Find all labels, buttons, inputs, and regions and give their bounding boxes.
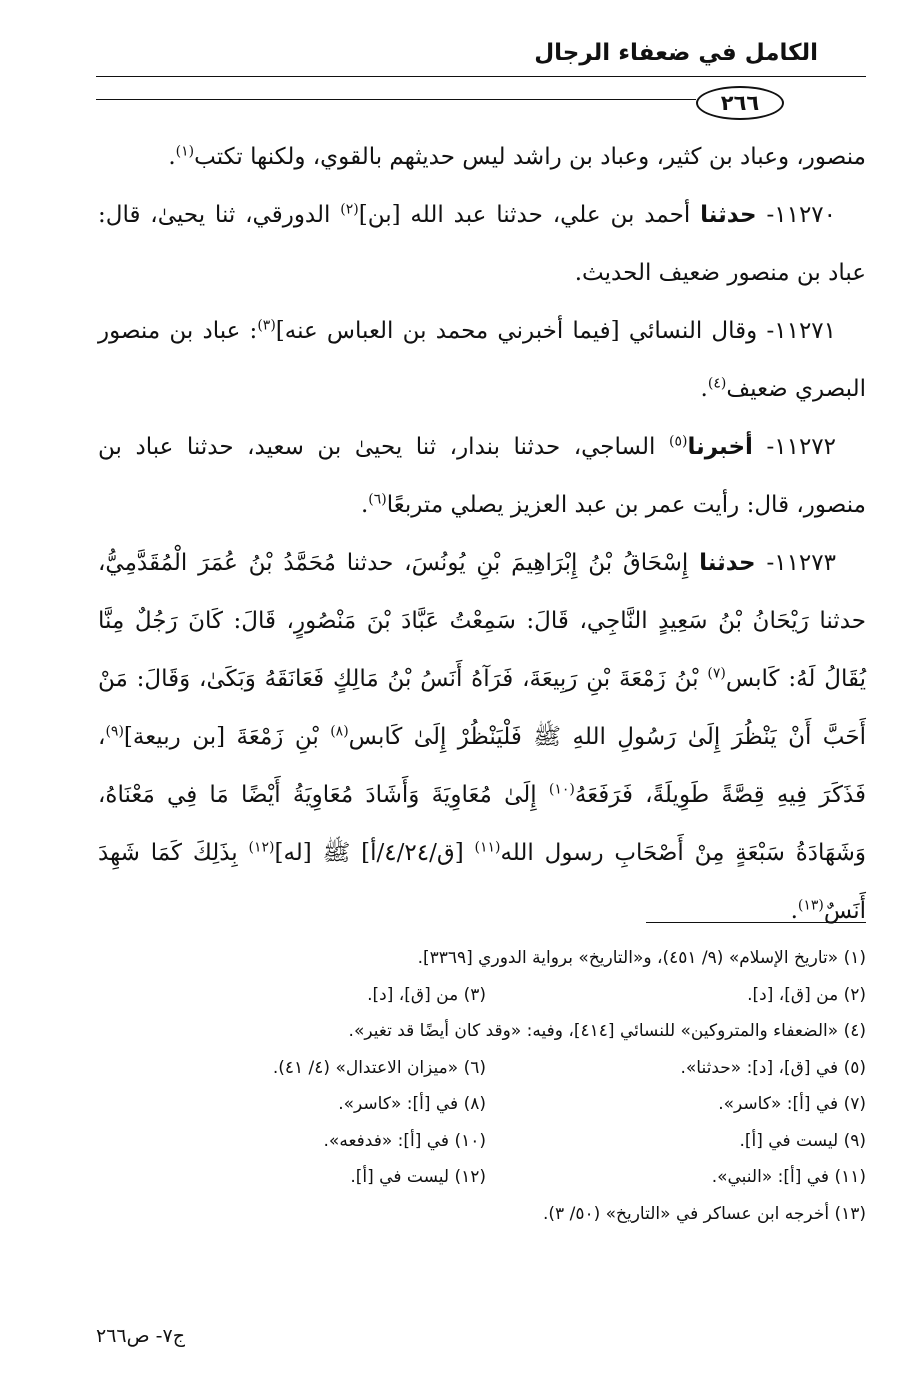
footnote-marker: (١٣) — [797, 897, 824, 914]
text-run: الدورقي، ثنا يحيىٰ، قال: عباد بن منصور ضعيف الحديث. — [98, 202, 866, 286]
footnote: (٢) من [ق]، [د]. — [747, 984, 866, 1005]
footnote: (٣) من [ق]، [د]. — [367, 984, 486, 1005]
footnote: (٦) «ميزان الاعتدال» (٤/ ٤١). — [272, 1057, 486, 1078]
page-header — [96, 28, 866, 118]
text-run: . — [700, 376, 708, 402]
footnote-row — [98, 977, 866, 1014]
footnote: (٥) في [ق]، [د]: «حدثنا». — [680, 1057, 866, 1078]
text-run: : عباد بن منصور البصري ضعيف — [98, 318, 866, 402]
footnote-marker: (٢) — [340, 201, 359, 218]
text-run: بْنِ زَمْعَةَ [بن ربيعة] — [123, 724, 319, 750]
text-run: . — [168, 144, 176, 170]
narration-keyword: حدثنا — [700, 202, 757, 228]
text-run: إِلَىٰ مُعَاوِيَةَ وَأَشَادَ مُعَاوِيَةُ أَيْضًا مَا فِي مَعْنَاهُ، وَشَهَادَةُ سَبْعَةٍ مِنْ أَصْحَابِ رسول الله — [98, 782, 866, 866]
hadith-paragraph — [98, 534, 866, 940]
footnote-row — [98, 1159, 866, 1196]
text-run: وقال النسائي [فيما أخبرني محمد بن العباس عنه] — [275, 318, 758, 344]
footnote: (٤) «الضعفاء والمتروكين» للنسائي [٤١٤]، وفيه: «وقد كان أيضًا قد تغير». — [348, 1021, 866, 1042]
narration-keyword: حدثنا — [699, 550, 756, 576]
footnote: (١٢) ليست في [أ]. — [350, 1167, 486, 1188]
footnote: (٧) في [أ]: «كاسر». — [718, 1094, 866, 1115]
narration-keyword: أخبرنا — [687, 434, 753, 460]
footnote-marker: (١) — [175, 143, 195, 160]
footnote-marker: (٥) — [669, 433, 688, 450]
hadith-number: ١١٢٧٣- — [766, 550, 836, 576]
main-text — [98, 128, 866, 940]
hadith-paragraph — [98, 418, 866, 534]
header-rule-top — [96, 76, 866, 77]
footnotes — [98, 940, 866, 1232]
footnote-marker: (٧) — [707, 665, 726, 682]
hadith-number: ١١٢٧١- — [766, 318, 837, 344]
text-run: إِسْحَاقُ بْنُ إِبْرَاهِيمَ بْنِ يُونُسَ، حدثنا مُحَمَّدُ بْنُ عُمَرَ الْمُقَدَّمِيُّ، حدثنا رَيْحَانُ بْنُ سَعِيدٍ النَّاجِي، قَالَ: سَمِعْتُ عَبَّادَ بْنَ مَنْصُورٍ، قَالَ: كَانَ رَجُلٌ مِنَّا يُقَالُ لَهُ: كَابس — [98, 550, 866, 692]
footnote: (٩) ليست في [أ]. — [739, 1130, 866, 1151]
footnote-marker: (٤) — [707, 375, 727, 392]
hadith-paragraph — [98, 186, 866, 302]
text-run: . — [790, 898, 798, 924]
footnote-row — [98, 1013, 866, 1050]
footnote: (١٠) في [أ]: «فدفعه». — [323, 1130, 486, 1151]
footnote-separator — [646, 922, 866, 923]
text-run: منصور، وعباد بن كثير، وعباد بن راشد ليس حديثهم بالقوي، ولكنها تكتب — [194, 144, 866, 170]
text-run: ، فَذَكَرَ فِيهِ قِصَّةً طَوِيلَةً، فَرَفَعَهُ — [98, 724, 867, 808]
footnote: (١) «تاريخ الإسلام» (٩/ ٤٥١)، و«التاريخ» برواية الدوري [٣٣٦٩]. — [417, 948, 866, 969]
text-run: بِذَلِكَ كَمَا شَهِدَ أَنَسٌ — [98, 840, 866, 924]
footnote-marker: (١٢) — [248, 839, 275, 856]
footnote: (١١) في [أ]: «النبي». — [711, 1167, 866, 1188]
footnote-row — [98, 1050, 866, 1087]
footnote-marker: (٩) — [105, 723, 124, 740]
header-rule-bottom — [96, 99, 696, 100]
footnote-row — [98, 1196, 866, 1233]
text-run: الساجي، حدثنا بندار، ثنا يحيىٰ بن سعيد، حدثنا عباد بن منصور، قال: رأيت عمر بن عبد العزيز يصلي متربعًا — [98, 434, 866, 518]
footnote-row — [98, 1123, 866, 1160]
hadith-paragraph — [98, 302, 866, 418]
footnote-marker: (٨) — [330, 723, 349, 740]
footnote-marker: (٣) — [257, 317, 276, 334]
text-run: بْنُ زَمْعَةَ بْنِ رَبِيعَةَ، فَرَآهُ أَنَسُ بْنُ مَالِكٍ فَعَانَقَهُ وَبَكَىٰ، وَقَالَ: مَنْ أَحَبَّ أَنْ يَنْظُرَ إِلَىٰ رَسُولِ اللهِ ﷺ فَلْيَنْظُرْ إِلَىٰ كَابس — [98, 666, 866, 750]
page-number-badge: ٢٦٦ — [696, 86, 784, 120]
footnote-marker: (١٠) — [548, 781, 575, 798]
hadith-number: ١١٢٧٢- — [766, 434, 837, 460]
footnote-row — [98, 1086, 866, 1123]
text-run: أحمد بن علي، حدثنا عبد الله [بن] — [358, 202, 691, 228]
volume-page-reference: ج٧- ص٢٦٦ — [96, 1325, 185, 1347]
footnote-marker: (٦) — [368, 491, 387, 508]
footnote: (٨) في [أ]: «كاسر». — [338, 1094, 486, 1115]
book-title: الكامل في ضعفاء الرجال — [534, 40, 818, 66]
paragraph-continuation — [98, 128, 866, 186]
footnote: (١٣) أخرجه ابن عساكر في «التاريخ» (٥٠/ ٣). — [542, 1203, 866, 1224]
text-run: . — [360, 492, 369, 518]
footnote-row — [98, 940, 866, 977]
hadith-number: ١١٢٧٠- — [766, 202, 837, 228]
text-run: [ق/٤/٢٤/أ] ﷺ [له] — [274, 840, 464, 866]
footnote-marker: (١١) — [474, 839, 501, 856]
